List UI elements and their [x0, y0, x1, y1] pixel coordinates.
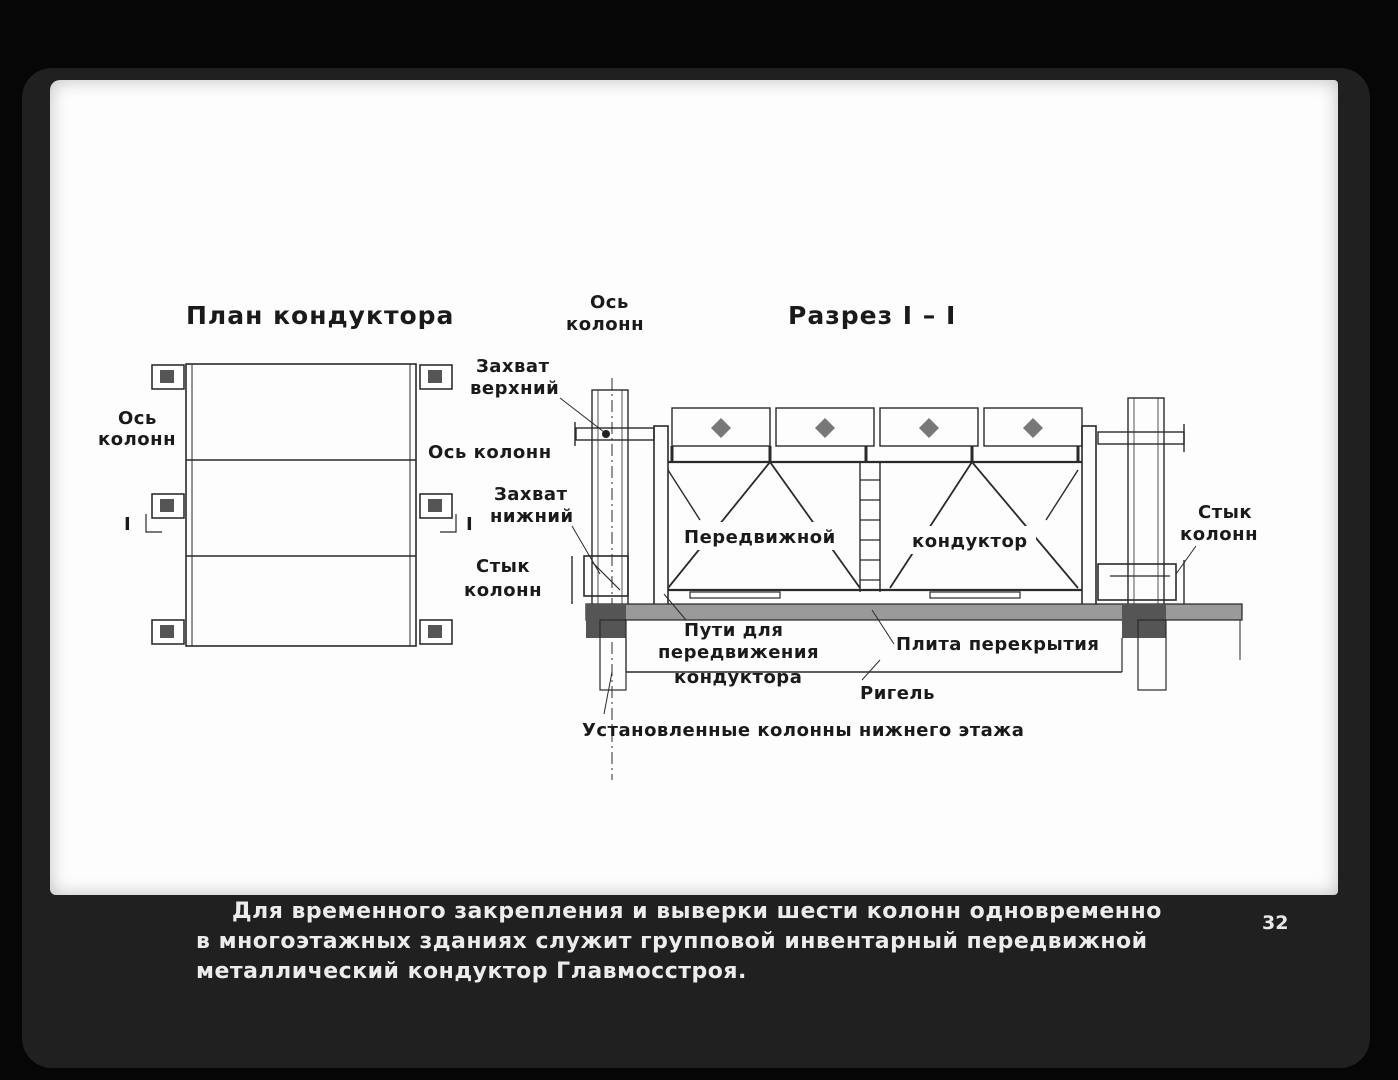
plan-drawing — [98, 301, 473, 646]
plan-column-right-bottom — [420, 620, 452, 644]
plan-axis-label-line1: Ось — [118, 408, 157, 429]
plan-title: План кондуктора — [186, 301, 455, 330]
plan-axis-label-line2: колонн — [98, 429, 177, 450]
slab-label: Плита перекрытия — [896, 634, 1100, 655]
lower-grip-label-line1: Захват — [494, 484, 568, 505]
conductor-label: кондуктор — [912, 531, 1028, 552]
plan-axis-label-right: Ось колонн — [428, 442, 552, 463]
lower-columns-label: Установленные колонны нижнего этажа — [582, 720, 1025, 741]
caption-line-1: Для временного закрепления и выверки шести колонн одновременно — [232, 899, 1162, 924]
rails-label-line2: передвижения — [658, 642, 820, 663]
caption-line-2: в многоэтажных зданиях служит групповой инвентарный передвижной — [196, 929, 1148, 954]
column-joint-right-label-line1: Стык — [1198, 502, 1253, 523]
section-axis-label-line1: Ось — [590, 292, 629, 313]
column-joint-right-label-line2: колонн — [1180, 524, 1259, 545]
section-drawing — [428, 292, 1258, 780]
plan-column-left-middle — [152, 494, 184, 518]
plan-column-left-top — [152, 365, 184, 389]
slide-caption — [196, 897, 1162, 987]
section-mark-left: I — [124, 514, 132, 535]
rails-label-line3: кондуктора — [674, 667, 803, 688]
section-mark-right: I — [466, 514, 474, 535]
lower-grip-label-line2: нижний — [490, 506, 574, 527]
section-axis-label-line2: колонн — [566, 314, 645, 335]
caption-line-3: металлический кондуктор Главмосстроя. — [196, 959, 747, 984]
rails-label-line1: Пути для — [684, 620, 784, 641]
upper-grip-label-line1: Захват — [476, 356, 550, 377]
plan-column-right-middle — [420, 494, 452, 518]
page-number: 32 — [1262, 912, 1289, 934]
section-title: Разрез I – I — [788, 301, 957, 330]
beam-label: Ригель — [860, 683, 935, 704]
mobile-label: Передвижной — [684, 527, 836, 548]
column-joint-left-label-line2: колонн — [464, 580, 543, 601]
upper-grip-label-line2: верхний — [470, 378, 560, 399]
plan-column-right-top — [420, 365, 452, 389]
plan-column-left-bottom — [152, 620, 184, 644]
column-joint-left-label-line1: Стык — [476, 556, 531, 577]
